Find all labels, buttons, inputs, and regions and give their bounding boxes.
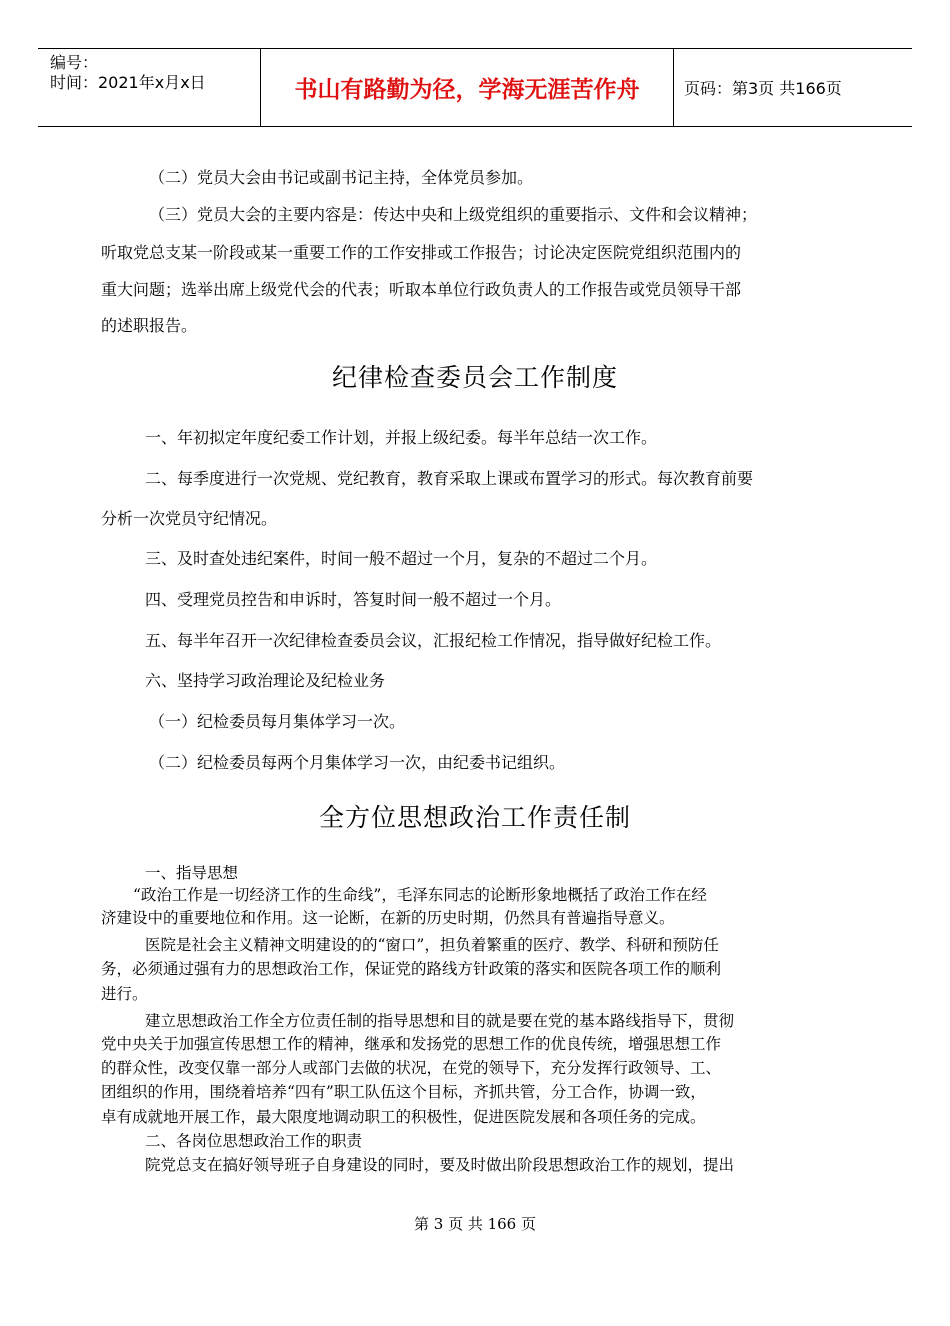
header-meta: [38, 49, 261, 126]
paragraph-3-line-2: 听取党总支某一阶段或某一重要工作的工作安排或工作报告；讨论决定医院党组织范围内的: [101, 243, 742, 262]
ideology-line: 医院是社会主义精神文明建设的的“窗口”，担负着繁重的医疗、教学、科研和预防任: [145, 936, 719, 954]
page-footer: 第 3 页 共 166 页: [413, 1215, 536, 1233]
ideology-line: 卓有成就地开展工作，最大限度地调动职工的积极性，促进医院发展和各项任务的完成。: [101, 1108, 706, 1126]
ideology-line: “政治工作是一切经济工作的生命线”，毛泽东同志的论断形象地概括了政治工作在经: [133, 886, 707, 904]
page-header: [38, 48, 912, 127]
discipline-item-4: 四、受理党员控告和申诉时，答复时间一般不超过一个月。: [145, 590, 562, 609]
header-page-info: 页码：第3页 共166页: [684, 79, 842, 98]
ideology-line: 院党总支在搞好领导班子自身建设的同时，要及时做出阶段思想政治工作的规划，提出: [145, 1156, 735, 1174]
discipline-sub-1: （一）纪检委员每月集体学习一次。: [149, 712, 406, 731]
section-title-ideology: 全方位思想政治工作责任制: [318, 803, 631, 832]
discipline-item-1: 一、年初拟定年度纪委工作计划，并报上级纪委。每半年总结一次工作。: [145, 428, 658, 447]
paragraph-3-line-4: 的述职报告。: [101, 316, 198, 335]
ideology-line: 的群众性，改变仅靠一部分人或部门去做的状况，在党的领导下，充分发挥行政领导、工、: [101, 1059, 722, 1077]
ideology-line: 进行。: [101, 985, 148, 1003]
section-title-discipline: 纪律检查委员会工作制度: [331, 363, 618, 392]
ideology-heading-1: 一、指导思想: [145, 864, 239, 882]
discipline-item-2-cont: 分析一次党员守纪情况。: [101, 509, 278, 528]
paragraph-3-line-1: （三）党员大会的主要内容是：传达中央和上级党组织的重要指示、文件和会议精神；: [149, 205, 758, 224]
discipline-item-3: 三、及时查处违纪案件，时间一般不超过一个月，复杂的不超过二个月。: [145, 549, 658, 568]
ideology-line: 济建设中的重要地位和作用。这一论断，在新的历史时期，仍然具有普遍指导意义。: [101, 909, 675, 927]
discipline-item-5: 五、每半年召开一次纪律检查委员会议，汇报纪检工作情况，指导做好纪检工作。: [145, 631, 722, 650]
paragraph-3-line-3: 重大问题；选举出席上级党代会的代表；听取本单位行政负责人的工作报告或党员领导干部: [101, 280, 742, 299]
ideology-line: 团组织的作用，围绕着培养“四有”职工队伍这个目标，齐抓共管，分工合作，协调一致，: [101, 1083, 706, 1101]
ideology-line: 务，必须通过强有力的思想政治工作，保证党的路线方针政策的落实和医院各项工作的顺利: [101, 960, 722, 978]
paragraph-2: （二）党员大会由书记或副书记主持，全体党员参加。: [149, 168, 534, 187]
discipline-item-2: 二、每季度进行一次党规、党纪教育，教育采取上课或布置学习的形式。每次教育前要: [145, 469, 754, 488]
ideology-line: 党中央关于加强宣传思想工作的精神，继承和发扬党的思想工作的优良传统，增强思想工作: [101, 1035, 722, 1053]
ideology-line: 建立思想政治工作全方位责任制的指导思想和目的就是要在党的基本路线指导下，贯彻: [145, 1012, 735, 1030]
discipline-item-6: 六、坚持学习政治理论及纪检业务: [145, 671, 386, 690]
header-motto: 书山有路勤为径，学海无涯苦作舟: [261, 49, 674, 126]
discipline-sub-2: （二）纪检委员每两个月集体学习一次，由纪委书记组织。: [149, 753, 566, 772]
document-time-label: 时间：2021年x月x日: [50, 73, 206, 92]
document-number-label: 编号：: [50, 53, 99, 72]
ideology-heading-2: 二、各岗位思想政治工作的职责: [145, 1132, 363, 1150]
